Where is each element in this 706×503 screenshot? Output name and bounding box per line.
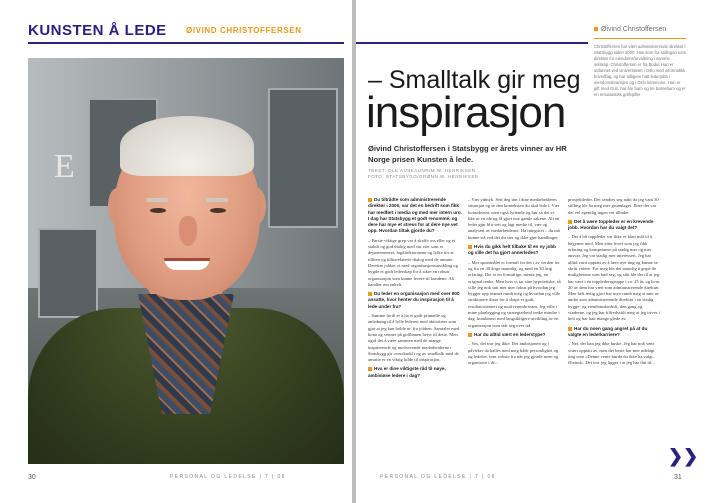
footer-publication: PERSONAL OG LEDELSE | 7 | 08 <box>170 474 286 480</box>
header <box>28 22 344 44</box>
photo-building-letter: E <box>54 148 75 185</box>
photo-brow <box>206 198 228 202</box>
article-credit: TEKST: OLE AUSKAUNRIM W. HENRIKSEN FOTO: STATSBYGG/GRØNN W. HENRIKSEN <box>368 168 479 179</box>
photo-mouth <box>164 258 210 270</box>
interview-question: Har du alltid vært en lederstype? <box>468 332 562 338</box>
photo-nose <box>179 216 197 246</box>
article-title-line2: inspirasjon <box>366 88 566 137</box>
interview-question: Hva er dine viktigste råd til nøye, ambisiøse ledere i dag? <box>368 366 446 378</box>
photo-brow <box>146 198 168 202</box>
photo-eye <box>150 208 166 213</box>
header-rule <box>356 42 588 44</box>
left-page <box>0 0 352 503</box>
sidebar-rule <box>594 38 686 39</box>
article-lead: Øivind Christoffersen i Statsbygg er årets vinner av HR Norge prisen Kunsten å lede. <box>368 144 567 164</box>
continue-mark-icon: ❯❯ <box>668 446 699 466</box>
orange-square-icon <box>568 327 572 331</box>
interview-answer: – Det å bli toppleder var ikke et klart mål til å begynne med. Men etter hvert som jeg fikk erfaring og kompetanse på stadig mer og mer ansvar. Jeg var stadig mer interessert. Jeg har alltid varit opptatt av å lære nye ting og kunne se skritt videre. For meg ble det naturlig å gripe de mulighetene som bød seg, og slik ble det til at jeg har vært i en toppledersgruppe i ca. 25 år, og hvor 20 av dem har vært som administrerende direktør. Men helt ærlig gjort har mye rundt meg at mer av andre som administrerende direktør i en stadig bygge- og eiendomsbedrift, den gang og vinderne, og jeg har tilfredsstilt meg at jeg trives i helt og har hatt mange glede av. <box>568 234 660 322</box>
photo-window <box>38 228 98 318</box>
orange-square-icon <box>368 367 372 371</box>
interview-question: Det å være toppleder er en krevende jobb. Hvordan har du valgt det? <box>568 218 654 231</box>
interview-answer: – Nei, det kan jeg ikke huske. Jeg har nok vært svært opptatt av, men det beste har mer ødelagt ting som «Denne vente burde du ikke ha valgt, Øivind». Det tror jeg ligger i at jeg har fått til... <box>568 341 655 366</box>
interview-answer: – Samme fordi er å ha et godt primælle og anledning til å fylle lederen med aktiviteter som gjør at jeg kan holde nr. fra jobben. Samtaler med kona og venner på golfbanen betyr til dette. Men også det å være sammen med de mange inspirerende og motiverende medarbeiderne i Statsbygg gir overskudd i og av smalltalk med de ansatte er en viktig kilde til inspirasjon. <box>368 313 460 363</box>
photo-eye <box>210 208 226 213</box>
interview-question: Du leder en organisasjon med over 800 ansatte, hvor henter du inspirasjon til å lede under fra? <box>368 291 460 309</box>
sidebar-bio <box>594 26 686 116</box>
section-subject-name: ØIVIND CHRISTOFFERSEN <box>186 26 302 35</box>
article-column-1 <box>368 197 462 382</box>
orange-square-icon <box>468 245 472 249</box>
sidebar-title: Øivind Christoffersen <box>594 26 666 33</box>
article-column-2 <box>468 197 562 369</box>
orange-square-icon <box>568 220 572 224</box>
article-column-3 <box>568 197 660 369</box>
header-rule <box>28 42 344 44</box>
footer-publication: PERSONAL OG LEDELSE | 7 | 08 <box>380 474 496 480</box>
right-page <box>356 0 706 503</box>
photo-hair <box>120 116 254 176</box>
orange-square-icon <box>368 292 372 296</box>
interview-answer: – Mer spørsmålet er fornuft fra det i av verden for og fra en 30 årige mannlig, og med en 30 årig erfaring. Det er en fornuftige, mente jeg, en original tenke. Men hvis vi tar sine hypotetiske, så ville jeg nok satt mer mer fokus på hvordan jeg bygger opp teamet rundt meg og hvordan jeg ville strukturere disse for å skape et godt, resultatorientert og motiverende team. Jeg ville i mine planlegging og strategiarbeid tenke mindre i dag, kombinert med langsiktigere utvikling av en organisasjon som står seg over tid. <box>468 259 561 328</box>
orange-square-icon <box>468 333 472 337</box>
interview-question: Har du noen gang angret på at du valgte en lederkarriere? <box>568 325 648 337</box>
section-title: KUNSTEN Å LEDE <box>28 22 167 39</box>
interview-answer: prosjektleder. Det sendtes seg nakt da jeg vant 30 stilling ble ha meg mer grunnlaget. Etter det var det vel egentlig ingen vei tilbake. <box>568 197 659 215</box>
portrait-photo <box>28 58 344 464</box>
interview-question: Du tiltrådte som administrerende direktør i 2000, var det en bedrift som fikk har medført i media og med mer intern uro. I dag har Statsbygg et godt renommé, og dere har mye et stress for at dere nye vet opp. Hvordan tiltak gjorde du? <box>368 197 462 234</box>
article-title-line1: – Smalltalk gir meg <box>368 66 581 94</box>
photo-window <box>268 88 338 228</box>
page-number: 30 <box>28 474 36 481</box>
interview-answer: – Ves, det tror jeg ikke. Det ambisjonen og i påvirker da kalles med meg både personlighet og og ledelse, som vokste fra når jeg gjorde noen og organisere i de... <box>468 341 559 366</box>
sidebar-text: Christoffersen har vært administrerende direktør i Statsbygg siden 2000. Han kom fra stillingen som direktør for eiendomsforvaltning i samme selskap. Christoffersen er fra Bodø. Han er utdannet ved Universitetet i Oslo med informatikk hovedfag, og har tidligere hatt lederjobb i eiendomsbransjen og i Oslo kommune. Han er gift med Guri, har fire barn og tre barnebarn og er en entusiastisk golfspiller. <box>594 44 686 97</box>
interview-answer: – Vær ydmyk. Sett deg inn i dine medarbeideres situasjon og se den konteksten du skal lede i. Vær konsekvent, men også lyttende og hør så det er like ut en idé og få gjort noe gamle sakene. Alt en leder gjør blir sett og lagt merke til, vær og analysert av medarbeiderne. Ha integritet – du må kunne stå ved det du sier og ikke gjør handlinger. <box>468 197 560 240</box>
orange-square-icon <box>368 198 372 202</box>
page-number: 31 <box>674 474 682 481</box>
interview-answer: – Første viktige grep var å skaffe oss eller og et stabilt og god dialog med var eier som er departementet, fagdirektoratene og fylke for at tilliten og tillitsrelaterte dialog med de ansatte. Deretter jobbet vi med organisasjonsutvikling og bygde et godt lederskap for å sikre en robust organisasjon som kunne levere til kundene. Alt handler om enkelt. <box>368 237 458 287</box>
interview-question: Hvis du gikk helt tilbake til en ny jobb og ville det ha gjort annerledes? <box>468 244 556 256</box>
orange-square-icon <box>594 27 598 31</box>
